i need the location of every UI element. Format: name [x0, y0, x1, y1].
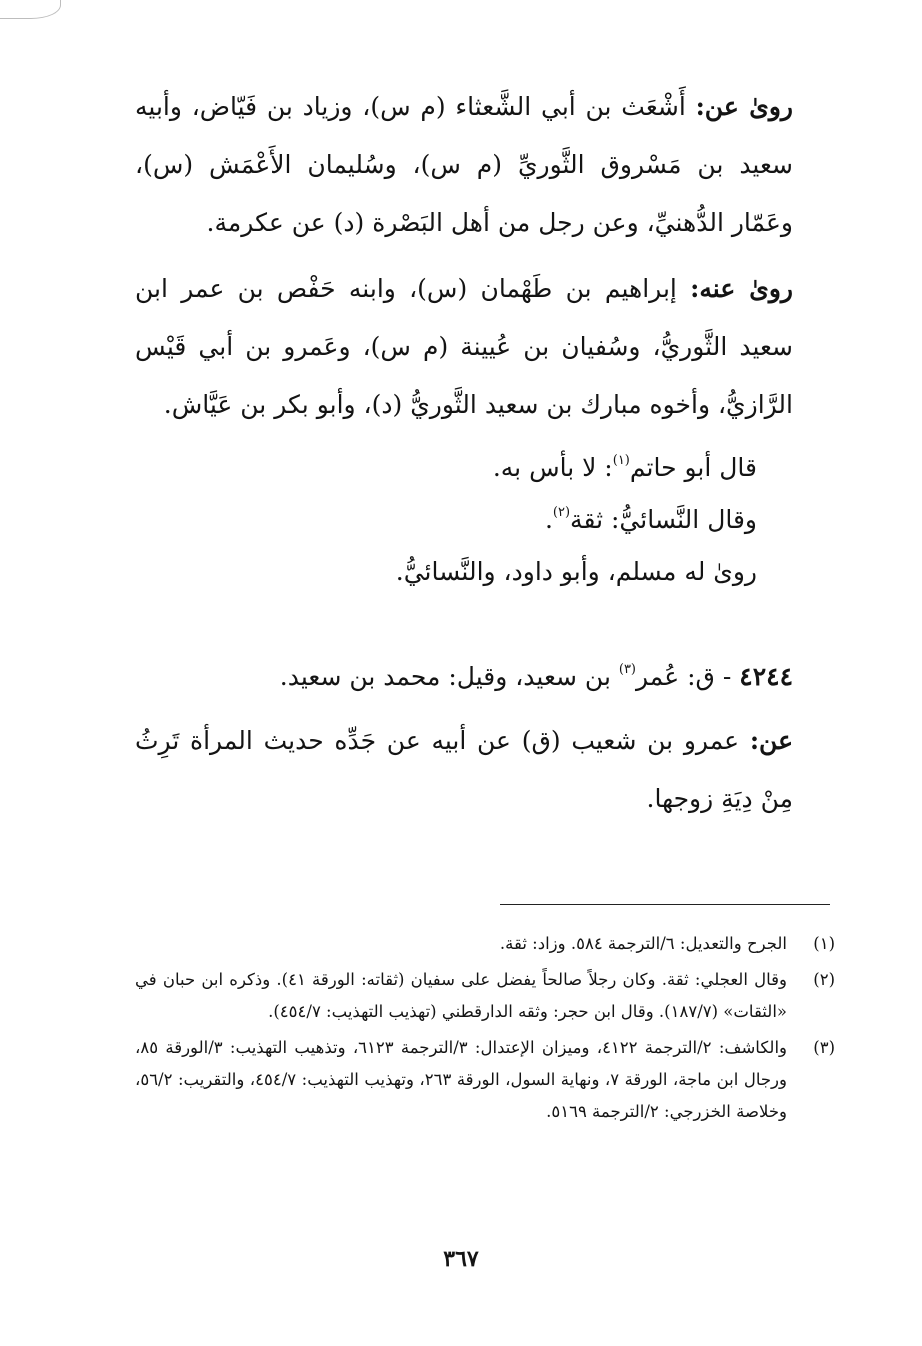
- footnote-marker: (٣): [813, 1038, 835, 1057]
- narrated-by-heading: روىٰ عنه:: [690, 274, 793, 303]
- entry-narrated-from-text: عمرو بن شعيب (ق) عن أبيه عن جَدِّه حديث المرأة تَرِثُ مِنْ دِيَةِ زوجها.: [135, 726, 793, 813]
- entry-text: - ق: عُمر: [636, 662, 732, 691]
- quote-text: وقال النَّسائيُّ: ثقة: [570, 505, 757, 534]
- footnote-text: والكاشف: ٢/الترجمة ٤١٢٢، وميزان الإعتدال: ٣/الترجمة ٦١٢٣، وتذهيب التهذيب: ٣/الورقة ٨٥، ورجال ابن ماجة، الورقة ٧، ونهاية السول، الورقة ٢٦٣، وتهذيب التهذيب: ٤٥٤/٧، والتقريب: ٥٦/٢، وخلاصة الخزرجي: ٢/الترجمة ٥١٦٩.: [135, 1038, 788, 1121]
- footnote-item: [135, 928, 835, 960]
- narrated-from-text: أَشْعَث بن أبي الشَّعثاء (م س)، وزياد بن فَيّاض، وأبيه سعيد بن مَسْروق الثَّوريِّ (م س)، وسُليمان الأَعْمَش (س)، وعَمّار الدُّهنيِّ، وعن رجل من أهل البَصْرة (د) عن عكرمة.: [135, 92, 793, 237]
- footnote-marker: (١): [813, 934, 835, 953]
- footnote-ref-3[interactable]: (٣): [618, 662, 636, 677]
- footnote-ref-2[interactable]: (٢): [552, 505, 571, 520]
- footnote-separator: [500, 904, 830, 905]
- scan-corner-mark: [0, 0, 61, 19]
- footnote-item: [135, 1032, 835, 1128]
- footnotes: [135, 928, 835, 1132]
- quote-text: قال أبو حاتم: [629, 453, 757, 482]
- narrated-by-paragraph: [135, 260, 793, 434]
- footnote-text: الجرح والتعديل: ٦/الترجمة ٥٨٤. وزاد: ثقة.: [499, 934, 787, 953]
- quote-text: .: [544, 505, 553, 534]
- footnote-item: [135, 964, 835, 1028]
- entry-text: بن سعيد، وقيل: محمد بن سعيد.: [279, 662, 611, 691]
- footnote-marker: (٢): [813, 970, 835, 989]
- nasai-quote: [135, 494, 793, 546]
- entry-narrated-from-heading: عن:: [749, 726, 794, 755]
- narrated-by-books-line: روىٰ له مسلم، وأبو داود، والنَّسائيُّ.: [395, 557, 757, 586]
- narrated-from-heading: روىٰ عن:: [695, 92, 793, 121]
- footnote-text: وقال العجلي: ثقة. وكان رجلاً صالحاً يفضل على سفيان (ثقاته: الورقة ٤١). وذكره ابن حبان في «الثقات» (١٨٧/٧). وقال ابن حجر: وثقه الدارقطني (تهذيب التهذيب: ٤٥٤/٧).: [135, 970, 787, 1021]
- narrated-by-text: إبراهيم بن طَهْمان (س)، وابنه حَفْص بن عمر ابن سعيد الثَّوريُّ، وسُفيان بن عُيينة (م س)، وعَمرو بن أبي قَيْس الرَّازيُّ، وأخوه مبارك بن سعيد الثَّوريُّ (د)، وأبو بكر بن عَيَّاش.: [135, 274, 793, 419]
- entry-narrated-from-paragraph: [135, 712, 793, 828]
- abu-hatim-quote: [135, 442, 793, 494]
- biography-entry-heading: [135, 648, 793, 706]
- entry-number: ٤٢٤٤: [739, 662, 793, 691]
- quote-text: : لا بأس به.: [492, 453, 613, 482]
- narrated-from-paragraph: [135, 78, 793, 252]
- page-number: ٣٦٧: [443, 1246, 479, 1272]
- main-text: [135, 78, 793, 836]
- footnote-ref-1[interactable]: (١): [612, 453, 630, 468]
